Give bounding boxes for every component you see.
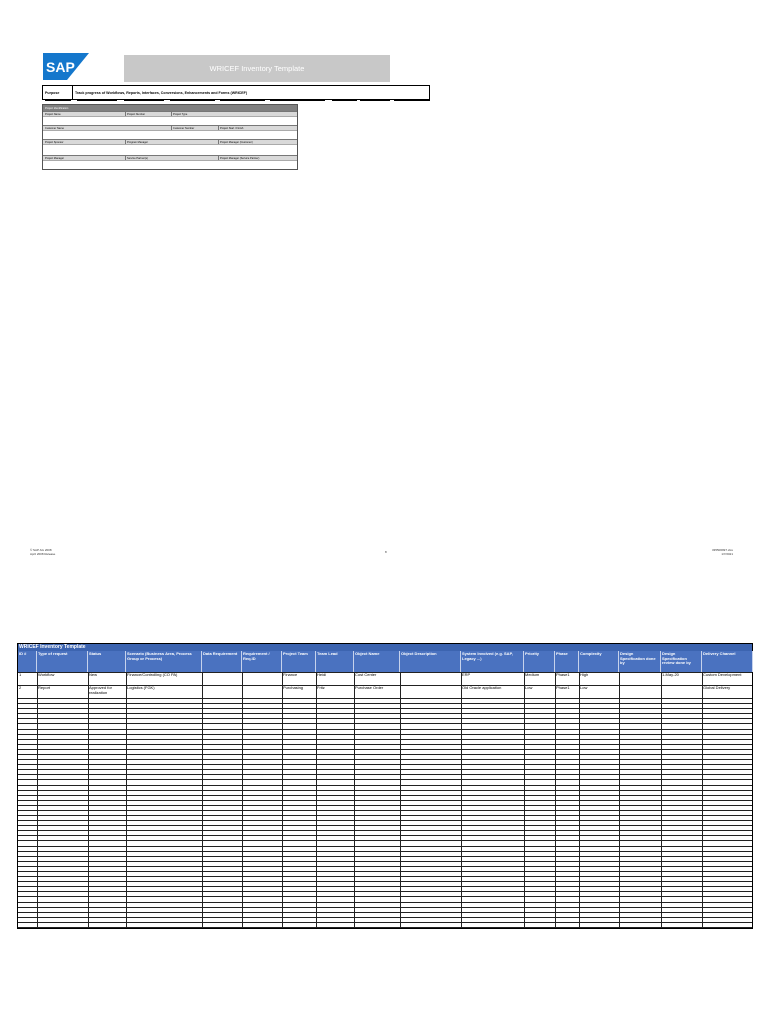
- table-row[interactable]: [18, 764, 752, 765]
- table-cell[interactable]: Cost Center: [355, 673, 377, 677]
- column-header: Data Requirement: [202, 651, 242, 672]
- column-header: Team Lead: [316, 651, 354, 672]
- table-cell[interactable]: Global Delivery: [703, 686, 731, 690]
- table-cell[interactable]: [619, 686, 661, 698]
- wricef-inventory-sheet: [17, 643, 753, 929]
- purpose-box: [42, 85, 430, 100]
- footer-release-line: April 2008 Release: [30, 552, 56, 556]
- table-row[interactable]: [18, 685, 752, 686]
- column-divider: [579, 672, 580, 928]
- table-cell[interactable]: Purchasing: [283, 686, 304, 690]
- column-divider: [702, 672, 703, 928]
- column-header: Scenario (Business Area, Process Group or Process): [126, 651, 202, 672]
- table-row[interactable]: [18, 866, 752, 867]
- table-row[interactable]: [18, 749, 752, 750]
- project-section-title: Project Identification: [45, 106, 69, 110]
- page-title: [124, 55, 390, 82]
- column-header: Delivery Channel: [702, 651, 753, 672]
- table-row[interactable]: [18, 825, 752, 826]
- project-value-row[interactable]: [43, 160, 297, 168]
- table-row[interactable]: [18, 795, 752, 796]
- table-row[interactable]: [18, 754, 752, 755]
- table-cell[interactable]: [400, 686, 461, 698]
- table-cell[interactable]: 1: [19, 673, 22, 677]
- column-divider: [316, 672, 317, 928]
- column-divider: [242, 672, 243, 928]
- column-header: Type of request: [37, 651, 88, 672]
- table-row[interactable]: [18, 912, 752, 913]
- footer-date: 1/7/2021: [721, 552, 734, 556]
- column-header: Complexity: [579, 651, 619, 672]
- table-row[interactable]: [18, 881, 752, 882]
- table-row[interactable]: [18, 896, 752, 897]
- table-cell[interactable]: Logistics (FGK): [127, 686, 155, 690]
- table-cell[interactable]: Old Oracle application: [462, 686, 502, 690]
- column-divider: [37, 672, 38, 928]
- page-title-text: WRICEF Inventory Template: [209, 64, 305, 73]
- footer-copyright: [30, 548, 55, 556]
- table-cell[interactable]: [661, 686, 702, 698]
- table-row[interactable]: [18, 729, 752, 730]
- project-label: Project Type: [173, 113, 188, 116]
- table-row[interactable]: [18, 820, 752, 821]
- column-header: Phase: [555, 651, 579, 672]
- footer-file-info: [712, 548, 733, 556]
- table-row[interactable]: [18, 917, 752, 918]
- table-cell[interactable]: Report: [38, 686, 51, 690]
- table-cell[interactable]: 2: [19, 686, 22, 690]
- table-row[interactable]: [18, 708, 752, 709]
- table-row[interactable]: [18, 759, 752, 760]
- project-label: Customer Name: [45, 127, 64, 130]
- table-row[interactable]: [18, 718, 752, 719]
- table-row[interactable]: [18, 672, 752, 673]
- column-header: Design Specification review done by: [661, 651, 702, 672]
- column-divider: [661, 672, 662, 928]
- table-row[interactable]: [18, 840, 752, 841]
- purpose-label: Purpose: [45, 91, 60, 95]
- logo-text: SAP: [46, 59, 75, 75]
- table-cell[interactable]: Workflow: [38, 673, 55, 677]
- table-cell[interactable]: [400, 673, 461, 685]
- column-header: Object Description: [400, 651, 461, 672]
- table-row[interactable]: [18, 922, 752, 923]
- column-divider: [202, 672, 203, 928]
- table-cell[interactable]: Finance/Controlling (CO PA): [127, 673, 178, 677]
- column-header: ID #: [18, 651, 37, 672]
- table-cell[interactable]: 1-May-20: [662, 673, 679, 677]
- column-header: Project Team: [282, 651, 316, 672]
- table-cell[interactable]: Phase1: [556, 673, 570, 677]
- project-label: Project Number: [127, 113, 146, 116]
- project-label: Project Start / Finish: [220, 127, 244, 130]
- table-row[interactable]: [18, 886, 752, 887]
- column-header: Object Name: [354, 651, 400, 672]
- column-divider: [88, 672, 89, 928]
- project-label: Customer Number: [173, 127, 195, 130]
- table-row[interactable]: [18, 835, 752, 836]
- table-cell[interactable]: Custom Development: [703, 673, 742, 677]
- table-row[interactable]: [18, 734, 752, 735]
- table-row[interactable]: [18, 876, 752, 877]
- table-row[interactable]: [18, 805, 752, 806]
- project-label: Project Manager: [45, 157, 65, 160]
- table-row[interactable]: [18, 830, 752, 831]
- table-cell[interactable]: Phase1: [556, 686, 570, 690]
- footer-copyright-line: © SAP AG 2008: [30, 548, 52, 552]
- table-row[interactable]: [18, 769, 752, 770]
- column-divider: [126, 672, 127, 928]
- project-label: Service Partner(s): [127, 157, 148, 160]
- table-cell[interactable]: Low: [525, 686, 533, 690]
- column-divider: [524, 672, 525, 928]
- table-cell[interactable]: Purchase Order: [355, 686, 384, 690]
- table-row[interactable]: [18, 871, 752, 872]
- project-identification-table: [42, 104, 298, 170]
- footer-filename: 335506997.xlsx: [712, 548, 734, 552]
- column-header: System Involved (e.g. SAP, Legacy ...): [461, 651, 524, 672]
- table-cell[interactable]: [202, 686, 242, 698]
- column-header: Requirement / Req.ID: [242, 651, 282, 672]
- purpose-underline: [42, 100, 430, 101]
- table-row[interactable]: [18, 713, 752, 714]
- column-divider: [400, 672, 401, 928]
- table-row[interactable]: [18, 861, 752, 862]
- table-cell[interactable]: Medium: [525, 673, 540, 677]
- inventory-header-row: [18, 651, 752, 672]
- table-cell[interactable]: [619, 673, 661, 685]
- table-cell[interactable]: Fritz: [317, 686, 325, 690]
- column-divider: [354, 672, 355, 928]
- table-row[interactable]: [18, 851, 752, 852]
- table-row[interactable]: [18, 810, 752, 811]
- inventory-title: WRICEF Inventory Template: [18, 644, 752, 651]
- table-cell[interactable]: [242, 673, 282, 685]
- project-label: Project Manager (Service Partner): [220, 157, 260, 160]
- sap-logo: [43, 53, 89, 80]
- column-divider: [555, 672, 556, 928]
- column-header: Design Specification done by: [619, 651, 661, 672]
- table-row[interactable]: [18, 774, 752, 775]
- column-divider: [461, 672, 462, 928]
- table-row[interactable]: [18, 739, 752, 740]
- table-cell[interactable]: [242, 686, 282, 698]
- table-row[interactable]: [18, 779, 752, 780]
- table-row[interactable]: [18, 846, 752, 847]
- table-cell[interactable]: New: [89, 673, 98, 677]
- table-row[interactable]: [18, 723, 752, 724]
- table-row[interactable]: [18, 891, 752, 892]
- table-cell[interactable]: Low: [580, 686, 588, 690]
- table-row[interactable]: [18, 902, 752, 903]
- table-cell[interactable]: ERP: [462, 673, 471, 677]
- table-row[interactable]: [18, 856, 752, 857]
- column-header: Priority: [524, 651, 555, 672]
- table-cell[interactable]: High: [580, 673, 589, 677]
- footer-page-number: 8: [385, 550, 387, 554]
- table-row[interactable]: [18, 927, 752, 928]
- table-row[interactable]: [18, 907, 752, 908]
- table-row[interactable]: [18, 698, 752, 699]
- project-label: Project Name: [45, 113, 61, 116]
- project-label: Project Sponsor: [45, 141, 64, 144]
- table-row[interactable]: [18, 800, 752, 801]
- purpose-text: Track progress of Workflows, Reports, Interfaces, Conversions, Enhancements and Forms (WRICEF): [75, 91, 248, 95]
- project-value-row[interactable]: [43, 144, 297, 152]
- table-row[interactable]: [18, 790, 752, 791]
- column-header: Status: [88, 651, 126, 672]
- table-row[interactable]: [18, 785, 752, 786]
- table-cell[interactable]: [202, 673, 242, 685]
- project-label: Project Manager (Customer): [220, 141, 253, 144]
- column-divider: [282, 672, 283, 928]
- table-row[interactable]: [18, 815, 752, 816]
- project-value-row[interactable]: [43, 130, 297, 138]
- table-cell[interactable]: Finance: [283, 673, 298, 677]
- table-cell[interactable]: Heidi: [317, 673, 327, 677]
- table-row[interactable]: [18, 744, 752, 745]
- project-label: Program Manager: [127, 141, 148, 144]
- table-cell[interactable]: Approved for realization: [89, 686, 112, 695]
- column-divider: [619, 672, 620, 928]
- project-value-row[interactable]: [43, 116, 297, 124]
- table-row[interactable]: [18, 703, 752, 704]
